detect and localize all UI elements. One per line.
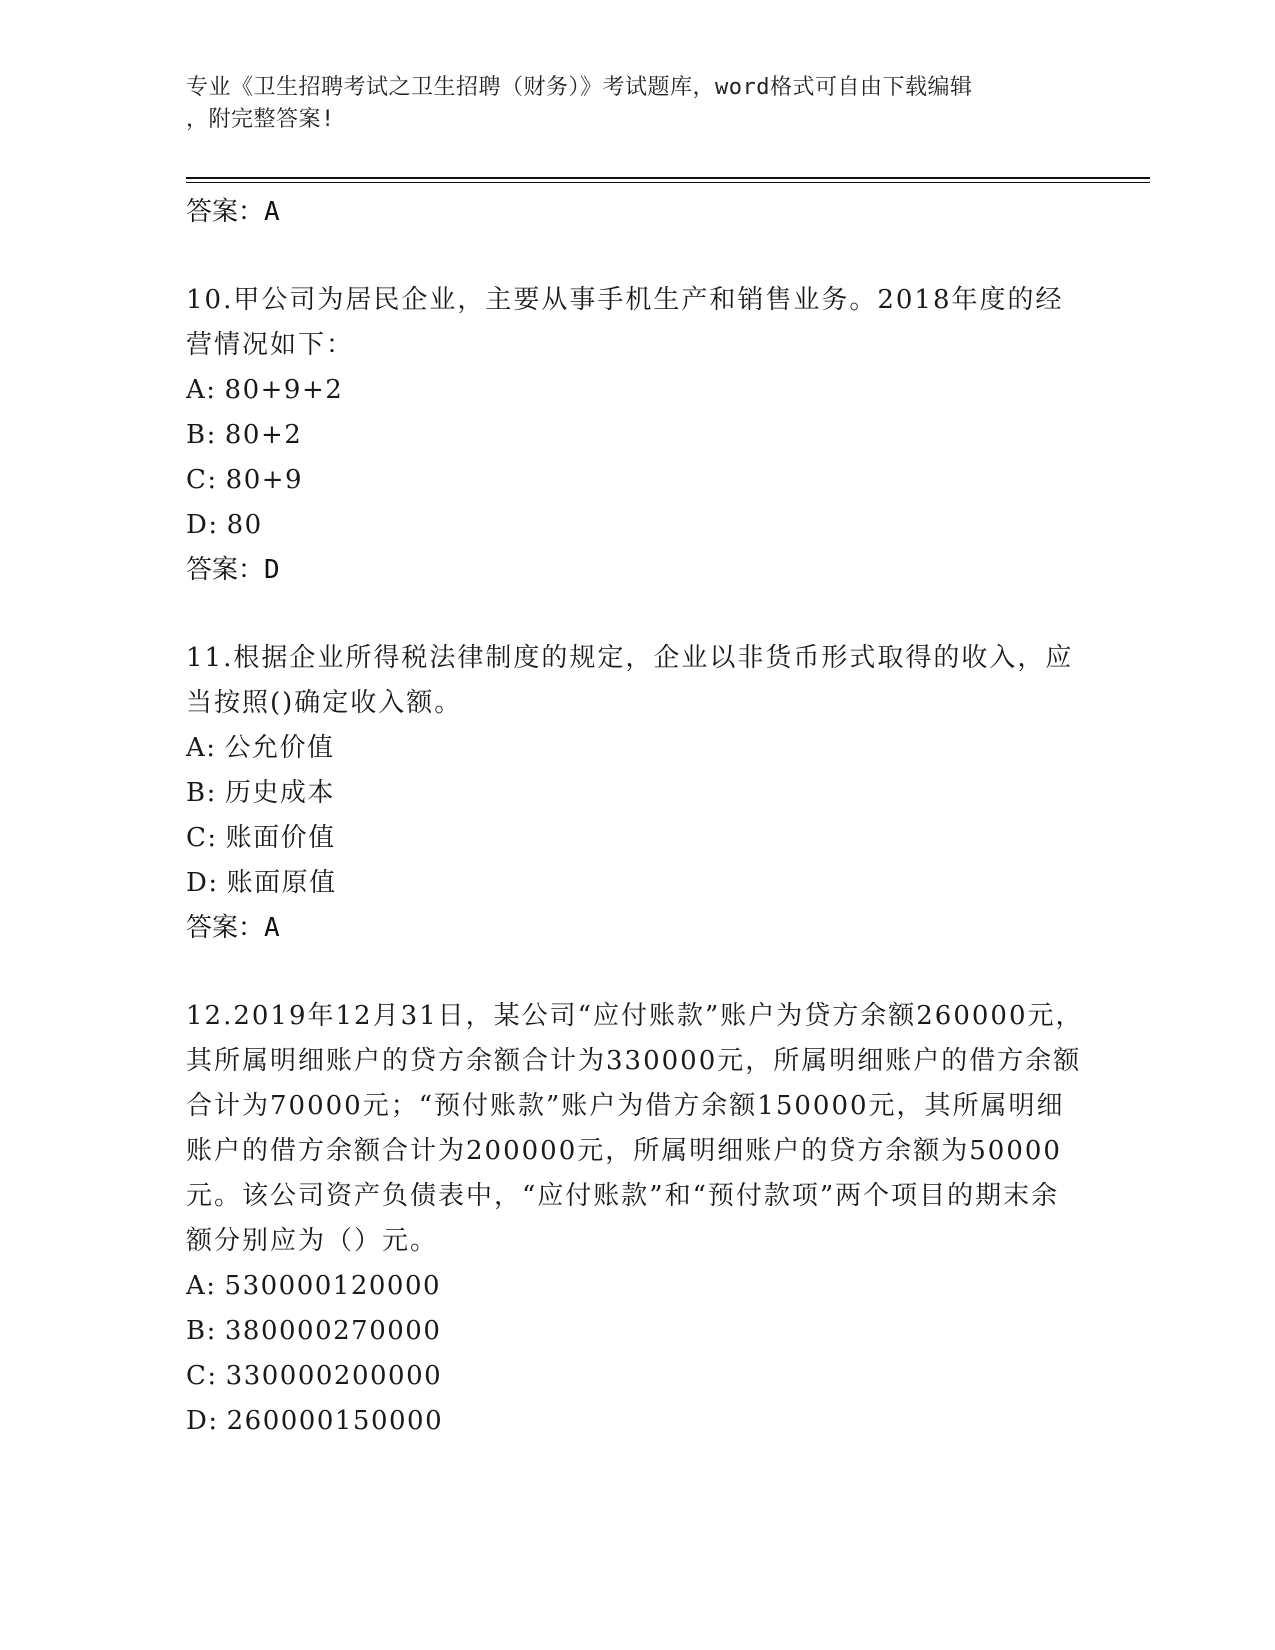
q11-option-b — [186, 771, 1086, 816]
option-label: C: — [186, 823, 218, 853]
q12-option-c — [186, 1354, 1086, 1399]
option-label: B: — [186, 1316, 217, 1346]
q10-answer: 答案：D — [186, 555, 280, 585]
option-label: A: — [186, 733, 217, 763]
option-label: D: — [186, 868, 219, 898]
option-label: D: — [186, 510, 219, 540]
option-label: A: — [186, 375, 217, 405]
document-header — [186, 72, 1086, 136]
option-value: 公允价值 — [224, 733, 335, 763]
option-value: 80+2 — [224, 420, 303, 450]
header-line-2: ，附完整答案! — [186, 107, 335, 132]
answer-previous: 答案：A — [186, 197, 280, 227]
q11-option-a — [186, 726, 1086, 771]
q12-option-a — [186, 1264, 1086, 1309]
document-body — [186, 190, 1086, 1444]
question-11-text: 11.根据企业所得税法律制度的规定，企业以非货币形式取得的收入，应当按照()确定收入额。 — [186, 643, 1074, 718]
option-label: C: — [186, 465, 218, 495]
q10-option-b — [186, 413, 1086, 458]
q10-option-d — [186, 503, 1086, 548]
q11-answer: 答案：A — [186, 913, 280, 943]
option-value: 330000200000 — [225, 1361, 443, 1391]
header-rule-thick — [186, 177, 1150, 179]
option-label: B: — [186, 420, 217, 450]
q11-option-c — [186, 816, 1086, 861]
q12-option-b — [186, 1309, 1086, 1354]
option-value: 历史成本 — [224, 778, 335, 808]
option-label: A: — [186, 1271, 217, 1301]
question-10-text: 10.甲公司为居民企业，主要从事手机生产和销售业务。2018年度的经营情况如下： — [186, 285, 1064, 360]
question-12-text: 12.2019年12月31日，某公司“应付账款”账户为贷方余额260000元，其所属明细账户的贷方余额合计为330000元，所属明细账户的借方余额合计为70000元；“预付账款”账户为借方余额150000元，其所属明细账户的借方余额合计为200000元，所属明细账户的贷方余额为50000元。该公司资产负债表中，“应付账款”和“预付款项”两个项目的期末余额分别应为（）元。 — [186, 1001, 1084, 1256]
header-rule-thin — [186, 182, 1150, 183]
header-line-1: 专业《卫生招聘考试之卫生招聘（财务）》考试题库，word格式可自由下载编辑 — [186, 75, 973, 100]
option-value: 80+9 — [225, 465, 304, 495]
option-value: 80+9+2 — [224, 375, 344, 405]
option-value: 530000120000 — [224, 1271, 442, 1301]
q12-option-d — [186, 1399, 1086, 1444]
option-value: 380000270000 — [224, 1316, 442, 1346]
q11-option-d — [186, 861, 1086, 906]
option-value: 账面原值 — [226, 868, 337, 898]
q10-option-a — [186, 368, 1086, 413]
option-label: C: — [186, 1361, 218, 1391]
option-value: 账面价值 — [225, 823, 336, 853]
option-value: 260000150000 — [226, 1406, 444, 1436]
option-label: D: — [186, 1406, 219, 1436]
option-value: 80 — [226, 510, 263, 540]
q10-option-c — [186, 458, 1086, 503]
option-label: B: — [186, 778, 217, 808]
